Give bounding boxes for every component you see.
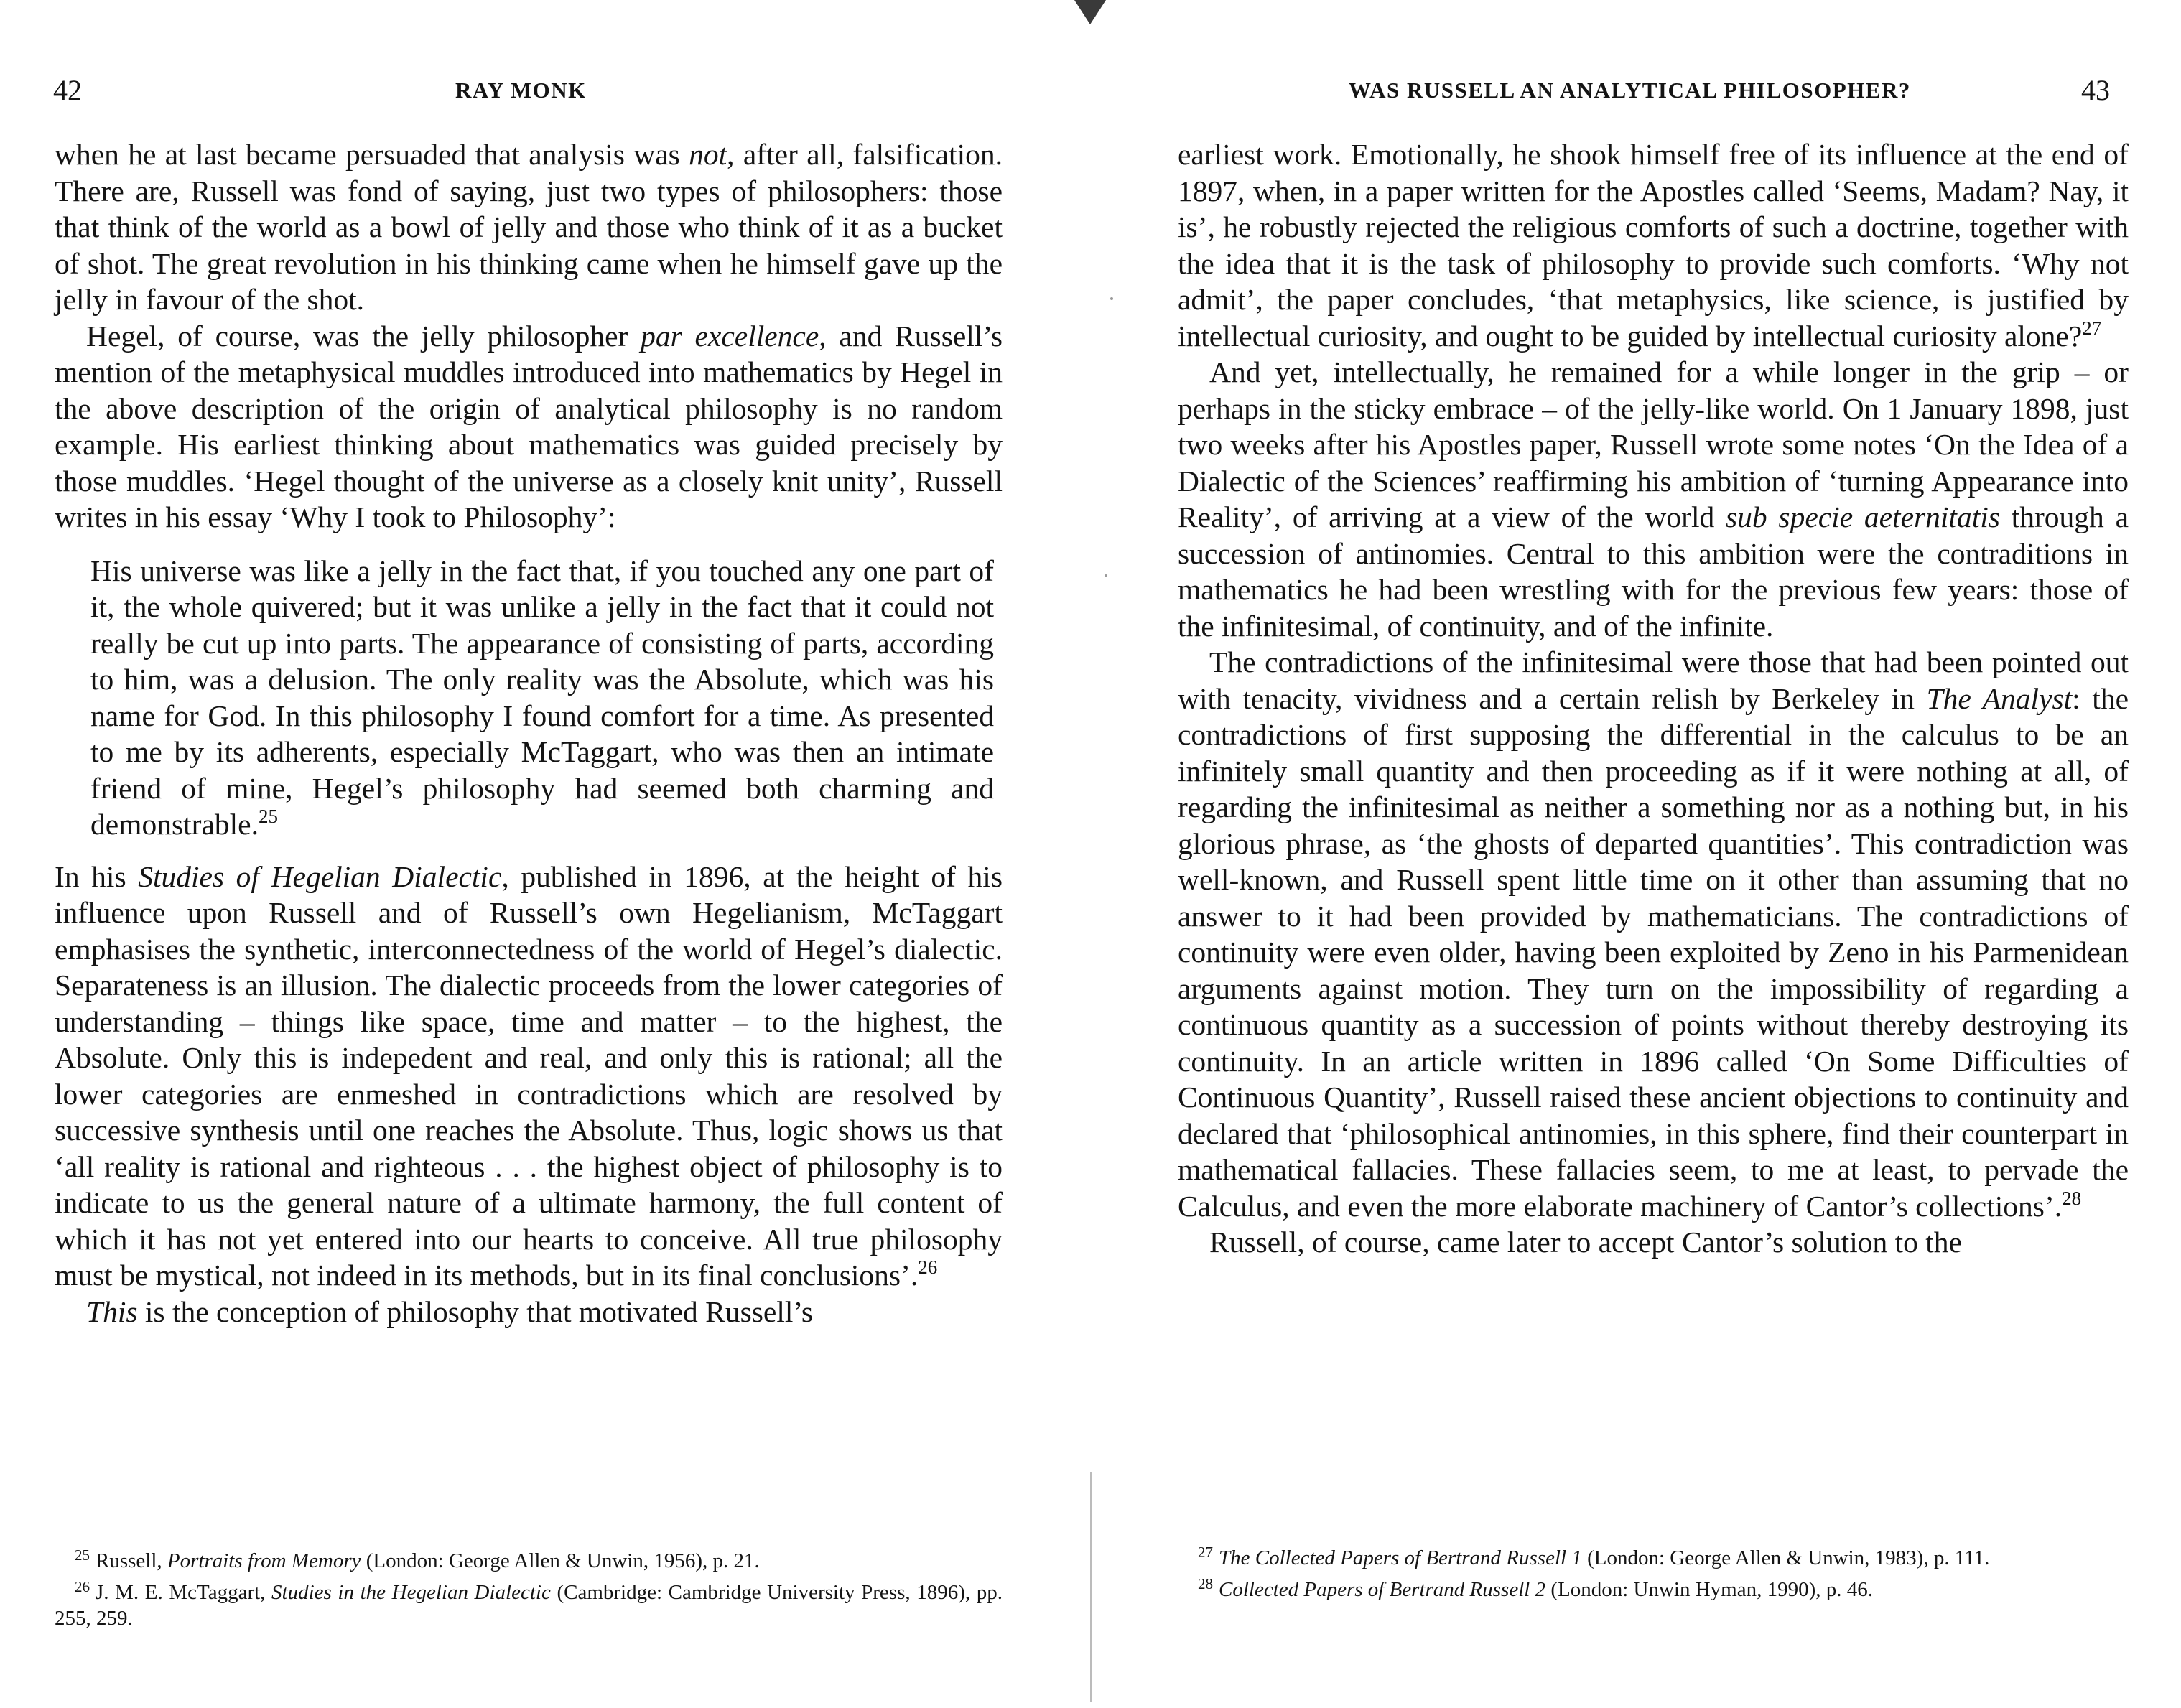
- note-reference: 25: [258, 806, 278, 827]
- footnote-number: 27: [1198, 1544, 1213, 1561]
- footnotes: [1178, 1539, 2129, 1602]
- paragraph: The contradictions of the infinitesimal were those that had been pointed out with tenacity, vividness and a certain relish by Berkeley in The Analyst: the contradictions of first supposing the differential in the calculus to be an infinitely small quantity and then proceeding as if it were nothing at all, of regarding the infinitesimal as neither a something nor as a nothing but, in his glorious phrase, as ‘the ghosts of departed quantities’. This contradiction was well-known, and Russell spent little time on it other than assuming that no answer to it had been provided by mathematicians. The contradictions of continuity were even older, having been exploited by Zeno in his Parmenidean arguments against motion. They turn on the impossibility of regarding a continuous quantity as a succession of points without thereby destroying its continuity. In an article written in 1896 called ‘On Some Difficulties of Continuous Quantity’, Russell raised these ancient objections to continuity and declared that ‘philosophical antinomies, in this sphere, find their counterpart in mathematical fallacies. These fallacies seem, to me at least, to pervade the Calculus, and even the more elaborate machinery of Cantor’s collections’.$^{28}$: [1178, 645, 2129, 1223]
- paragraph: Hegel, of course, was the jelly philosopher par excellence, and Russell’s mention of the metaphysical muddles introduced into mathematics by Hegel in the above description of the origin of analytical philosophy is no random example. His earliest thinking about mathematics was guided precisely by those muddles. ‘Hegel thought of the universe as a closely knit unity’, Russell writes in his essay ‘Why I took to Philosophy’:: [55, 319, 1003, 533]
- left-page: [0, 0, 1090, 1708]
- block-quote: His universe was like a jelly in the fact that, if you touched any one part of it, the whole quivered; but it was unlike a jelly in the fact that it could not really be cut up into parts. The appearance of consisting of parts, according to him, was a delusion. The only reality was the Absolute, which was his name for God. In this philosophy I found comfort for a time. As presented to me by its adherents, especially McTaggart, who was then an intimate friend of mine, Hegel’s philosophy had seemed both charming and demonstrable.$^{25}$: [90, 554, 994, 841]
- running-head: RAY MONK: [455, 78, 587, 103]
- footnote-number: 26: [75, 1578, 90, 1595]
- note-reference: 26: [918, 1256, 938, 1278]
- paragraph: Russell, of course, came later to accept Cantor’s solution to the: [1209, 1226, 1962, 1259]
- footnote: [55, 1574, 1003, 1631]
- footnotes: [55, 1542, 1003, 1631]
- footnote-text: Russell, Portraits from Memory (London: George Allen & Unwin, 1956), p. 21.: [96, 1549, 760, 1572]
- body-text: [55, 136, 1003, 1330]
- paragraph: when he at last became persuaded that analysis was not, after all, falsification. There are, Russell was fond of saying, just two types of philosophers: those that think of the world as a bowl of jelly and those who think of it as a bucket of shot. The great revolution in his thinking came when he himself gave up the jelly in favour of the shot.: [55, 138, 1003, 316]
- note-reference: 27: [2082, 317, 2102, 339]
- paragraph: earliest work. Emotionally, he shook himself free of its influence at the end of 1897, when, in a paper written for the Apostles called ‘Seems, Madam? Nay, it is’, he robustly rejected the religious comforts of such a doctrine, together with the idea that it is the task of philosophy to provide such comforts. ‘Why not admit’, the paper concludes, ‘that metaphysics, like science, is justified by intellectual curiosity, and ought to be guided by intellectual curiosity alone?$^{27}$: [1178, 138, 2129, 353]
- paragraph: This is the conception of philosophy that motivated Russell’s: [86, 1294, 814, 1328]
- footnote: [55, 1542, 1003, 1574]
- body-text: [1178, 136, 2129, 1261]
- footnote: [1178, 1571, 2129, 1602]
- footnote: [1178, 1539, 2129, 1571]
- footnote-text: J. M. E. McTaggart, Studies in the Hegelian Dialectic (Cambridge: Cambridge University Press, 1896), pp. 255, 259.: [55, 1581, 1003, 1630]
- note-reference: 28: [2062, 1187, 2082, 1209]
- page-number: 42: [53, 74, 82, 106]
- right-page: [1090, 0, 2181, 1708]
- footnote-number: 25: [75, 1546, 90, 1564]
- page-number: 43: [2081, 74, 2110, 106]
- paragraph: And yet, intellectually, he remained for a while longer in the grip – or perhaps in the sticky embrace – of the jelly-like world. On 1 January 1898, just two weeks after his Apostles paper, Russell wrote some notes ‘On the Idea of a Dialectic of the Sciences’ reaffirming his ambition of ‘turning Appearance into Reality’, of arriving at a view of the world sub specie aeternitatis through a succession of antinomies. Central to this ambition were the contraditions in mathematics he had been wrestling with for the previous few years: those of the infinitesimal, of continuity, and of the infinite.: [1178, 355, 2129, 643]
- footnote-text: The Collected Papers of Bertrand Russell 1 (London: George Allen & Unwin, 1983), p. 111.: [1219, 1546, 1990, 1569]
- paragraph: In his Studies of Hegelian Dialectic, published in 1896, at the height of his influence upon Russell and of Russell’s own Hegelianism, McTaggart emphasises the synthetic, interconnectedness of the world of Hegel’s dialectic. Separateness is an illusion. The dialectic proceeds from the lower categories of understanding – things like space, time and matter – to the highest, the Absolute. Only this is indepedent and real, and only this is rational; all the lower categories are enmeshed in contradictions which are resolved by successive synthesis until one reaches the Absolute. Thus, logic shows us that ‘all reality is rational and righteous . . . the highest object of philosophy is to indicate to us the general nature of a ultimate harmony, the full content of which it has not yet entered into our hearts to conceive. All true philosophy must be mystical, not indeed in its methods, but in its final conclusions’.$^{26}$: [55, 859, 1003, 1292]
- footnote-text: Collected Papers of Bertrand Russell 2 (London: Unwin Hyman, 1990), p. 46.: [1219, 1578, 1873, 1601]
- footnote-number: 28: [1198, 1575, 1213, 1592]
- running-head: WAS RUSSELL AN ANALYTICAL PHILOSOPHER?: [1349, 78, 1911, 103]
